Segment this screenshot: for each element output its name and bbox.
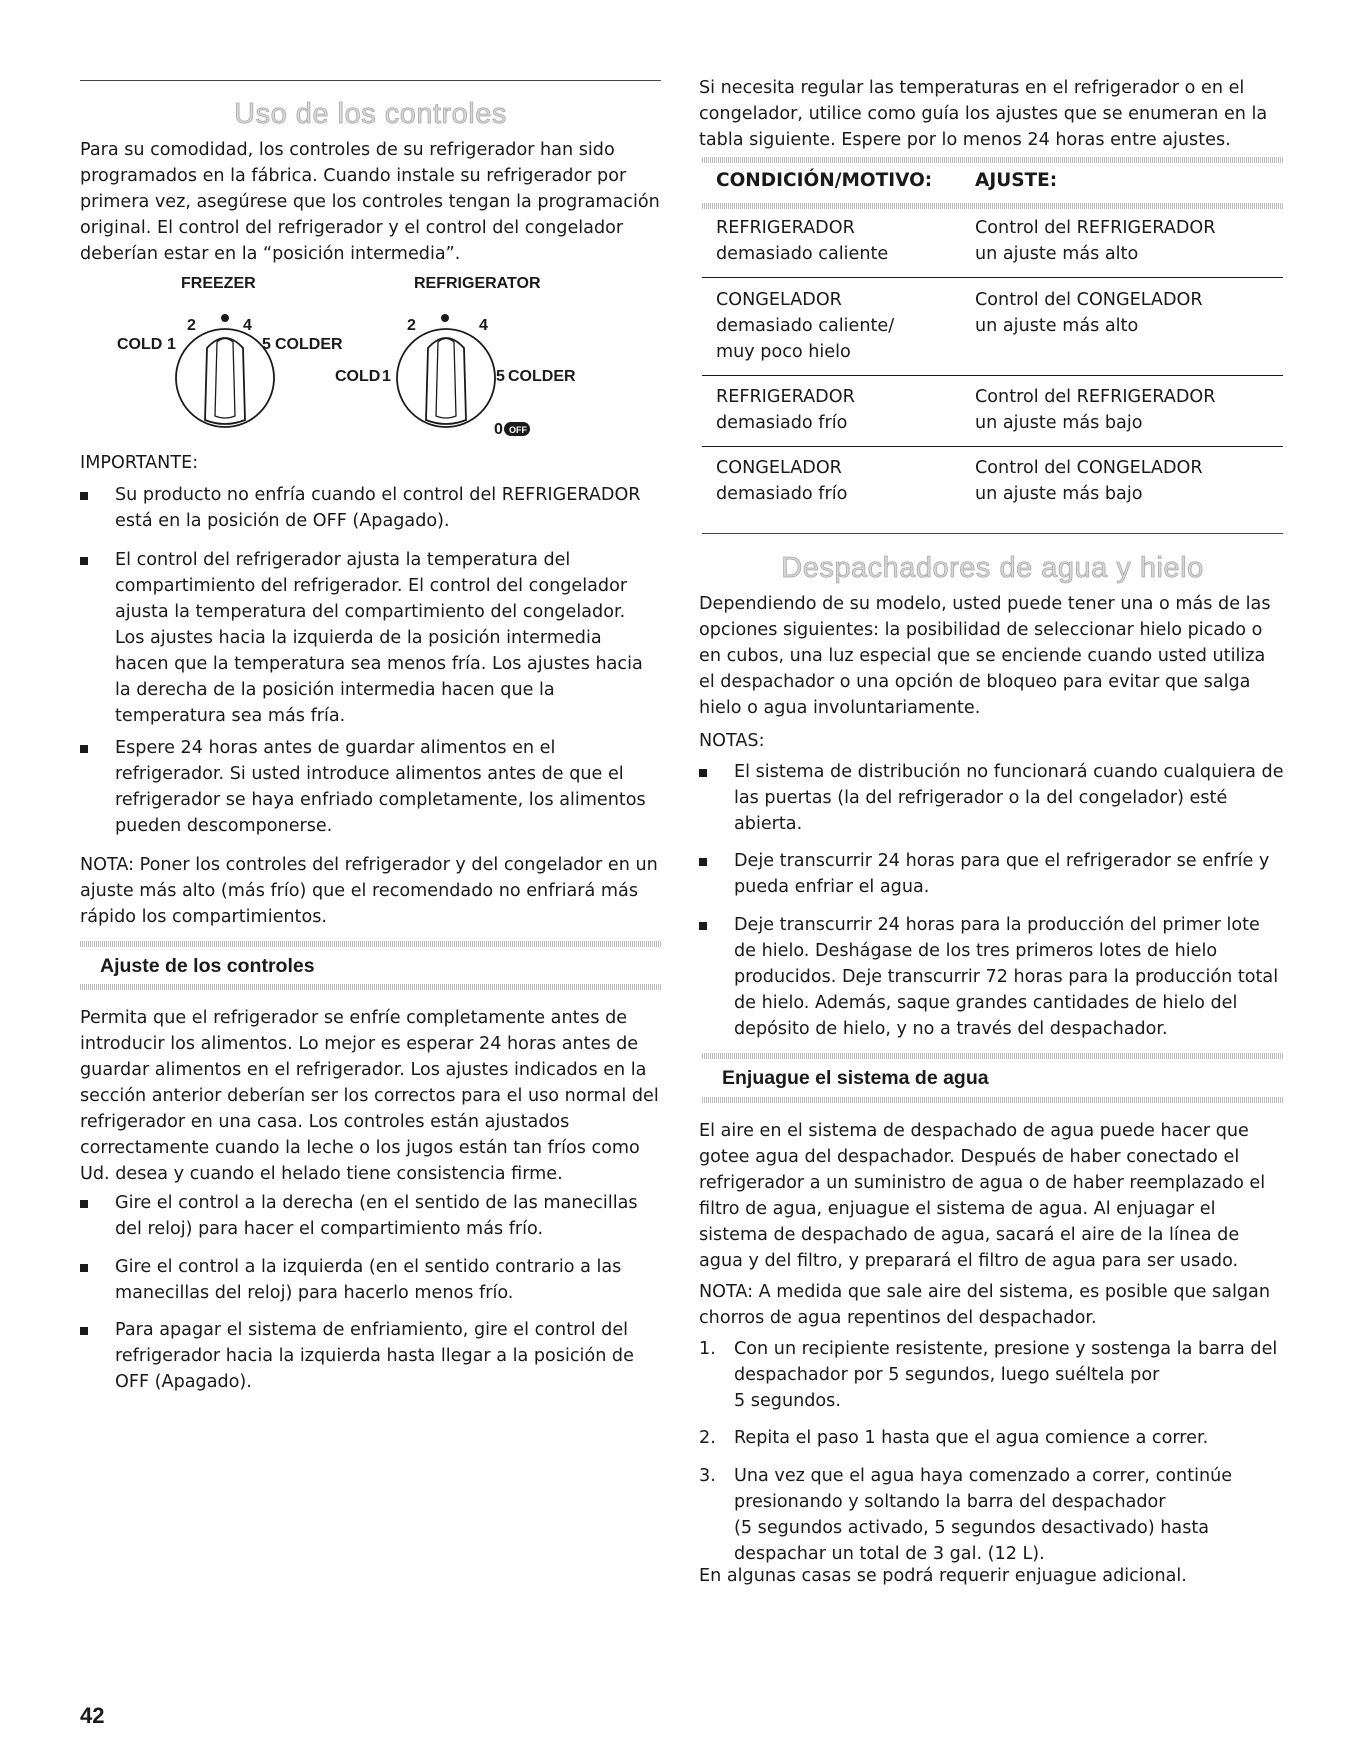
svg-text:5: 5 [496,368,505,385]
subheading-ajuste-de-los-controles: Ajuste de los controles [100,955,315,977]
table-bottom-rule [702,533,1283,534]
adjust-paragraph: Permita que el refrigerador se enfríe completamente antes de introducir los alimentos. Lo mejor es esperar 24 horas antes de guardar alimentos en el refrigerador. Los ajustes indicados en la sección anterior deberían ser los correctos para el uso normal del refrigerador en una casa. Los controles están ajustados correctamente cuando la leche o los jugos están tan fríos como Ud. desea y cuando el helado tiene consistencia firme. [80,1008,659,1184]
svg-text:2: 2 [187,317,196,334]
nota2-paragraph [699,1279,1284,1331]
nota-text: Poner los controles del refrigerador y del congelador en un ajuste más alto (más frío) que el recomendado no enfriará más rápido los compartimientos. [80,855,658,927]
bullet-icon [699,858,707,866]
nota-label: NOTA: [80,855,135,875]
nota2-label: NOTA: [699,1282,754,1302]
svg-text:1: 1 [167,336,176,353]
heading-uso-de-los-controles: Uso de los controles [234,98,507,130]
bullet-icon [80,1200,88,1208]
bullet-icon [80,745,88,753]
table-row-divider [702,446,1283,447]
table-header-setting: AJUSTE: [975,170,1058,191]
table-row-divider [702,277,1283,278]
flush-paragraph: El aire en el sistema de despachado de agua puede hacer que gotee agua del despachador. Después de haber conectado el refrigerador a un suministro de agua o de haber reemplazado el filtro de agua, enjuague el sistema de agua. Al enjuagar el sistema de despachado de agua, sacará el aire de la línea de agua y del filtro, y preparará el filtro de agua para ser usado. [699,1121,1266,1271]
subheading-bar-bottom [80,984,661,990]
svg-text:4: 4 [243,317,252,334]
bullet-icon [80,557,88,565]
bullet-icon [80,1264,88,1272]
svg-text:2: 2 [407,317,416,334]
heading-despachadores: Despachadores de agua y hielo [781,552,1204,584]
freezer-knob [117,314,343,427]
right-intro-paragraph: Si necesita regular las temperaturas en el refrigerador o en el congelador, utilice como guía los ajustes que se enumeran en la tabla siguiente. Espere por lo menos 24 horas entre ajustes. [699,78,1268,150]
dispenser-paragraph: Dependiendo de su modelo, usted puede tener una o más de las opciones siguientes: la posibilidad de seleccionar hielo picado o en cubos, una luz especial que se enciende cuando usted utiliza el despachador o una opción de bloqueo para evitar que salga hielo o agua involuntariamente. [699,594,1271,718]
freezer-label: FREEZER [181,275,256,292]
subheading-bar-top [80,941,661,947]
intro-paragraph: Para su comodidad, los controles de su refrigerador han sido programados en la fábrica. Cuando instale su refrigerador por primera vez, asegúrese que los controles tengan la programación original. El control del refrigerador y el control del congelador deberían estar en la “posición intermedia”. [80,140,660,264]
bullet-icon [699,922,707,930]
table-bar-top [702,157,1283,163]
svg-text:COLDER: COLDER [508,368,576,385]
subheading2-bar-top [702,1053,1283,1059]
refrigerator-label: REFRIGERATOR [414,275,541,292]
nota2-text: A medida que sale aire del sistema, es posible que salgan chorros de agua repentinos del despachador. [699,1282,1270,1328]
svg-text:0: 0 [494,421,503,438]
top-rule-left [80,80,661,81]
bullet-icon [80,492,88,500]
control-knob-diagram [80,270,660,445]
svg-text:4: 4 [479,317,488,334]
notas-label: NOTAS: [699,731,765,751]
svg-text:OFF: OFF [509,425,527,435]
importante-label: IMPORTANTE: [80,453,199,473]
subheading-enjuague: Enjuague el sistema de agua [722,1067,989,1089]
nota-paragraph [80,852,660,930]
table-header-condition: CONDICIÓN/MOTIVO: [716,170,933,191]
svg-text:COLD: COLD [335,368,381,385]
bullet-icon [80,1327,88,1335]
closing-paragraph: En algunas casas se podrá requerir enjuague adicional. [699,1566,1187,1586]
table-bar-header [702,203,1283,209]
svg-text:COLD: COLD [117,336,163,353]
svg-text:1: 1 [382,368,391,385]
svg-text:COLDER: COLDER [275,336,343,353]
svg-text:5: 5 [262,336,271,353]
bullet-icon [699,769,707,777]
subheading2-bar-bottom [702,1097,1283,1103]
refrigerator-knob [335,314,576,438]
page-number: 42 [80,1703,105,1728]
table-row-divider [702,375,1283,376]
